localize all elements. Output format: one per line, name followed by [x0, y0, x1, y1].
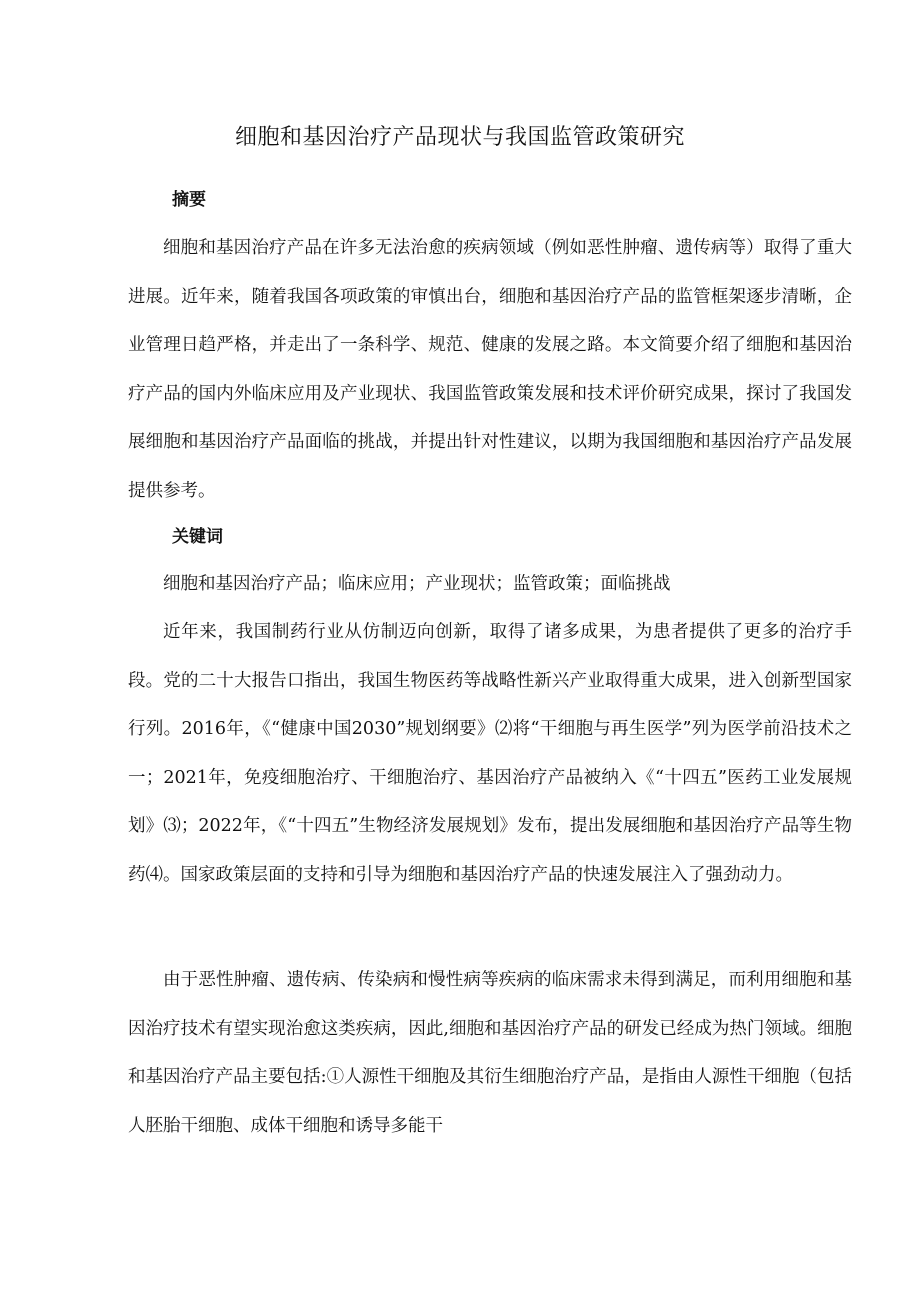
keywords-paragraph: 细胞和基因治疗产品；临床应用；产业现状；监管政策；面临挑战: [163, 574, 671, 594]
document-title: 细胞和基因治疗产品现状与我国监管政策研究: [234, 125, 685, 150]
abstract-heading: 摘要: [172, 190, 206, 210]
keywords-heading: 关键词: [172, 527, 223, 547]
body-paragraph-2: 由于恶性肿瘤、遗传病、传染病和慢性病等疾病的临床需求未得到满足，而利用细胞和基因治疗技术有望实现治愈这类疾病，因此,细胞和基因治疗产品的研发已经成为热门领域。细胞和基因治疗产品主要包括:①人源性干细胞及其衍生细胞治疗产品，是指由人源性干细胞（包括人胚胎干细胞、成体干细胞和诱导多能干: [128, 970, 852, 1136]
abstract-paragraph: 细胞和基因治疗产品在许多无法治愈的疾病领域（例如恶性肿瘤、遗传病等）取得了重大进展。近年来，随着我国各项政策的审慎出台，细胞和基因治疗产品的监管框架逐步清晰，企业管理日趋严格，并走出了一条科学、规范、健康的发展之路。本文简要介绍了细胞和基因治疗产品的国内外临床应用及产业现状、我国监管政策发展和技术评价研究成果，探讨了我国发展细胞和基因治疗产品面临的挑战，并提出针对性建议，以期为我国细胞和基因治疗产品发展提供参考。: [128, 238, 852, 501]
body-paragraph-1: 近年来，我国制药行业从仿制迈向创新，取得了诸多成果，为患者提供了更多的治疗手段。党的二十大报告口指出，我国生物医药等战略性新兴产业取得重大成果，进入创新型国家行列。2016年，《“健康中国2030”规划纲要》⑵将“干细胞与再生医学”列为医学前沿技术之一；2021年，免疫细胞治疗、干细胞治疗、基因治疗产品被纳入《“十四五”医药工业发展规划》⑶；2022年，《“十四五”生物经济发展规划》发布，提出发展细胞和基因治疗产品等生物药⑷。国家政策层面的支持和引导为细胞和基因治疗产品的快速发展注入了强劲动力。: [128, 622, 852, 885]
